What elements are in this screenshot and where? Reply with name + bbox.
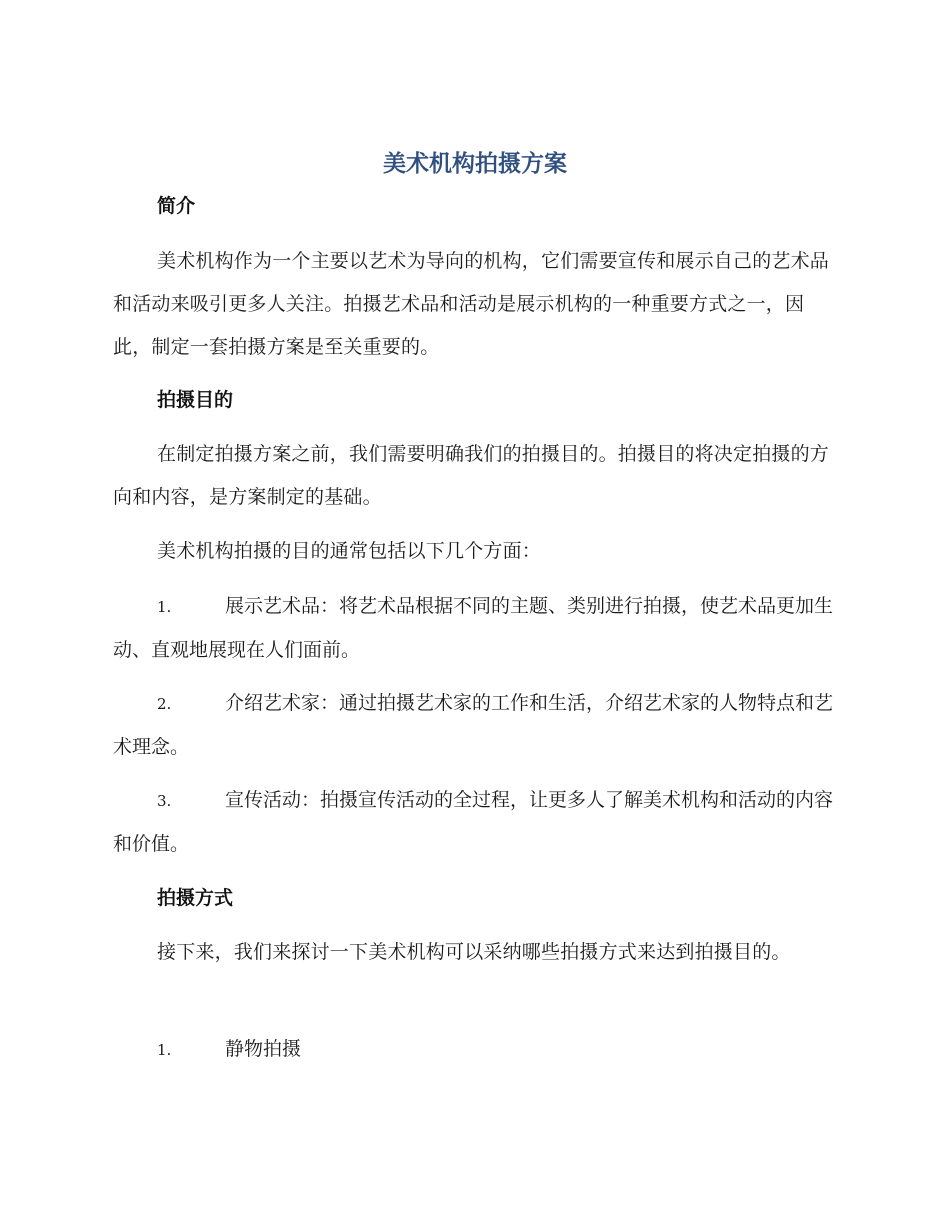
intro-paragraph: 美术机构作为一个主要以艺术为导向的机构，它们需要宣传和展示自己的艺术品和活动来吸引更多人关注。拍摄艺术品和活动是展示机构的一种重要方式之一，因此，制定一套拍摄方案是至关重要的。 [113, 250, 830, 358]
list-item-number: 1. [157, 598, 172, 616]
list-item-text: 介绍艺术家：通过拍摄艺术家的工作和生活，介绍艺术家的人物特点和艺术理念。 [113, 692, 834, 758]
list-item-number: 2. [157, 695, 172, 713]
section-heading-methods: 拍摄方式 [157, 887, 234, 909]
document-title: 美术机构拍摄方案 [383, 151, 567, 177]
list-item-text: 展示艺术品：将艺术品根据不同的主题、类别进行拍摄，使艺术品更加生动、直观地展现在人们面前。 [113, 595, 834, 661]
list-item [113, 1028, 833, 1072]
list-item-number: 3. [157, 792, 172, 810]
list-item [113, 779, 833, 866]
list-item [113, 682, 833, 769]
list-item [113, 585, 833, 672]
section-heading-purpose: 拍摄目的 [157, 389, 234, 411]
list-item-number: 1. [157, 1041, 172, 1059]
purpose-paragraph-1: 在制定拍摄方案之前，我们需要明确我们的拍摄目的。拍摄目的将决定拍摄的方向和内容，是方案制定的基础。 [113, 443, 830, 508]
section-heading-intro: 简介 [157, 195, 196, 217]
methods-paragraph: 接下来，我们来探讨一下美术机构可以采纳哪些拍摄方式来达到拍摄目的。 [157, 941, 791, 963]
list-item-text: 静物拍摄 [225, 1038, 302, 1060]
list-item-text: 宣传活动：拍摄宣传活动的全过程，让更多人了解美术机构和活动的内容和价值。 [113, 789, 834, 855]
purpose-paragraph-2: 美术机构拍摄的目的通常包括以下几个方面： [157, 540, 542, 562]
